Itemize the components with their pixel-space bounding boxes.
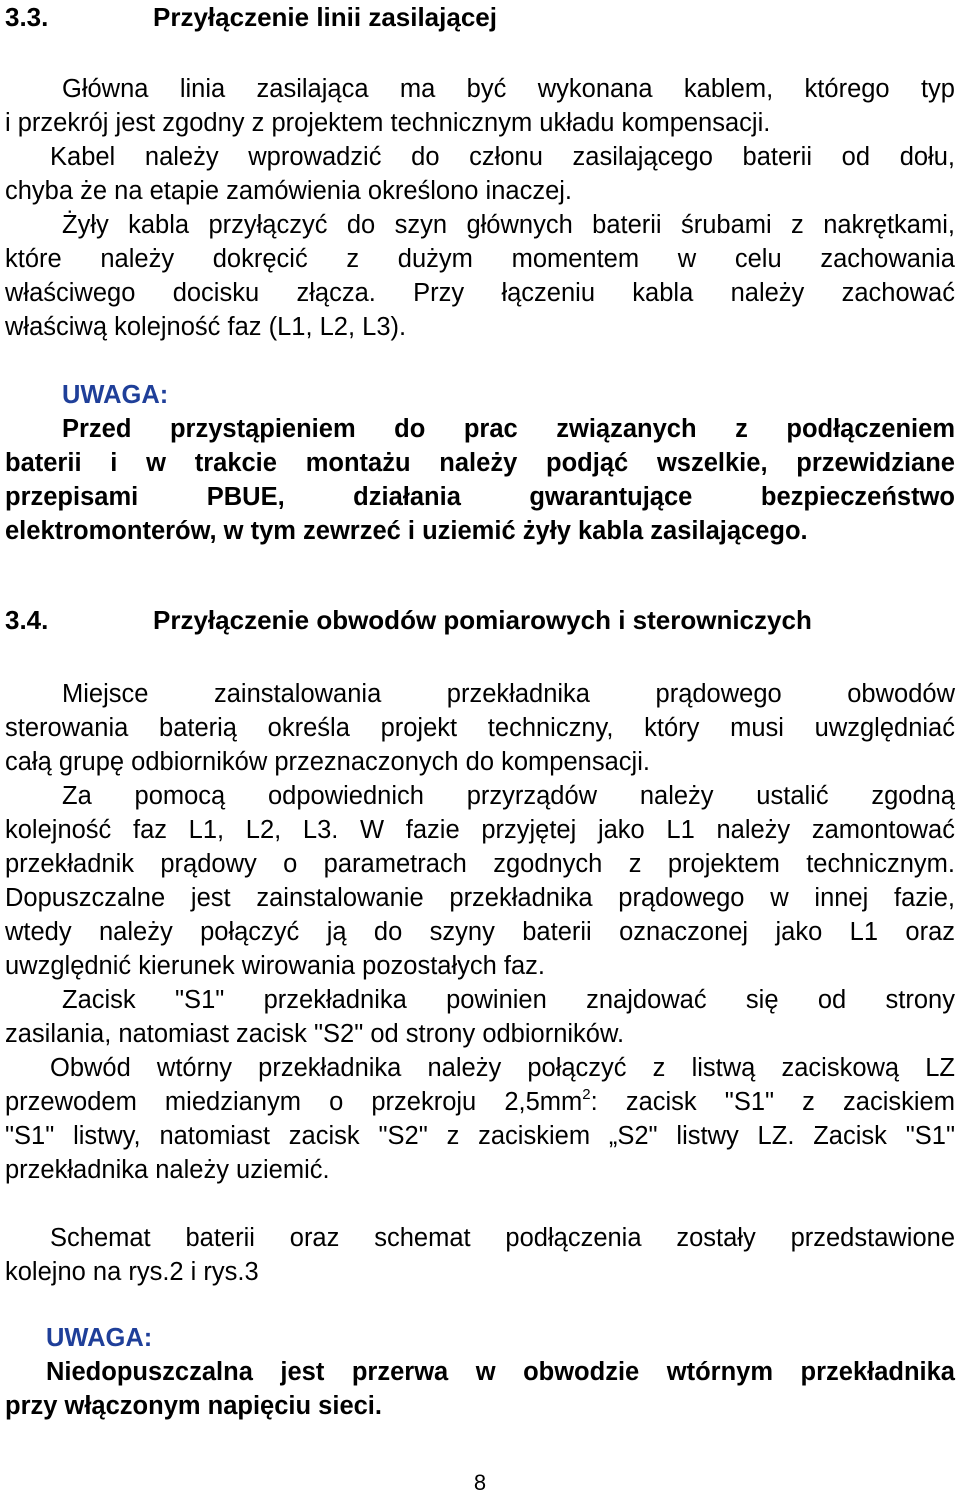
paragraph-line: sterowania baterią określa projekt techniczny, który musi uwzględniać	[5, 714, 955, 742]
warning-line: baterii i w trakcie montażu należy podjąć wszelkie, przewidziane	[5, 449, 955, 477]
warning-line: Przed przystąpieniem do prac związanych z podłączeniem	[62, 415, 955, 443]
section-title: Przyłączenie linii zasilającej	[153, 2, 497, 32]
paragraph-line: uwzględnić kierunek wirowania pozostałych faz.	[5, 952, 546, 980]
warning-line: elektromonterów, w tym zewrzeć i uziemić żyły kabla zasilającego.	[5, 517, 808, 545]
paragraph-line: Schemat baterii oraz schemat podłączenia zostały przedstawione	[50, 1224, 955, 1252]
section-title: Przyłączenie obwodów pomiarowych i sterowniczych	[153, 605, 812, 635]
superscript: 2	[582, 1086, 591, 1103]
warning-line: przy włączonym napięciu sieci.	[5, 1392, 382, 1420]
text-run: : zacisk "S1" z zaciskiem	[590, 1088, 955, 1116]
paragraph-line: właściwą kolejność faz (L1, L2, L3).	[5, 313, 407, 341]
section-3-4-heading	[5, 605, 812, 635]
paragraph-line: Kabel należy wprowadzić do członu zasilającego baterii od dołu,	[50, 143, 955, 171]
paragraph-line: właściwego docisku złącza. Przy łączeniu kabla należy zachować	[5, 279, 955, 307]
paragraph-line	[5, 1087, 955, 1117]
paragraph-line: "S1" listwy, natomiast zacisk "S2" z zaciskiem „S2" listwy LZ. Zacisk "S1"	[5, 1122, 955, 1150]
paragraph-line: i przekrój jest zgodny z projektem technicznym układu kompensacji.	[5, 109, 771, 137]
paragraph-line: przekładnik prądowy o parametrach zgodnych z projektem technicznym.	[5, 850, 955, 878]
warning-label: UWAGA:	[46, 1324, 153, 1352]
paragraph-line: całą grupę odbiorników przeznaczonych do kompensacji.	[5, 748, 650, 776]
paragraph-line: zasilania, natomiast zacisk "S2" od strony odbiorników.	[5, 1020, 625, 1048]
paragraph-line: chyba że na etapie zamówienia określono inaczej.	[5, 177, 573, 205]
paragraph-line: Za pomocą odpowiednich przyrządów należy ustalić zgodną	[62, 782, 955, 810]
warning-line: przepisami PBUE, działania gwarantujące bezpieczeństwo	[5, 483, 955, 511]
section-3-3-heading	[5, 2, 497, 32]
section-number: 3.4.	[5, 605, 49, 635]
paragraph-line: wtedy należy połączyć ją do szyny baterii oznaczonej jako L1 oraz	[5, 918, 955, 946]
paragraph-line: Główna linia zasilająca ma być wykonana kablem, którego typ	[62, 75, 955, 103]
page-number: 8	[473, 1470, 487, 1495]
section-number: 3.3.	[5, 2, 49, 32]
paragraph-line: które należy dokręcić z dużym momentem w celu zachowania	[5, 245, 955, 273]
paragraph-line: kolejno na rys.2 i rys.3	[5, 1258, 259, 1286]
warning-line: Niedopuszczalna jest przerwa w obwodzie wtórnym przekładnika	[46, 1358, 955, 1386]
paragraph-line: Obwód wtórny przekładnika należy połączyć z listwą zaciskową LZ	[50, 1054, 955, 1082]
paragraph-line: Zacisk "S1" przekładnika powinien znajdować się od strony	[62, 986, 955, 1014]
paragraph-line: Żyły kabla przyłączyć do szyn głównych baterii śrubami z nakrętkami,	[62, 211, 955, 239]
paragraph-line: Dopuszczalne jest zainstalowanie przekładnika prądowego w innej fazie,	[5, 884, 955, 912]
paragraph-line: Miejsce zainstalowania przekładnika prądowego obwodów	[62, 680, 955, 708]
paragraph-line: przekładnika należy uziemić.	[5, 1156, 330, 1184]
text-run: przewodem miedzianym o przekroju 2,5mm	[5, 1088, 583, 1116]
paragraph-line: kolejność faz L1, L2, L3. W fazie przyjętej jako L1 należy zamontować	[5, 816, 955, 844]
warning-label: UWAGA:	[62, 381, 169, 409]
